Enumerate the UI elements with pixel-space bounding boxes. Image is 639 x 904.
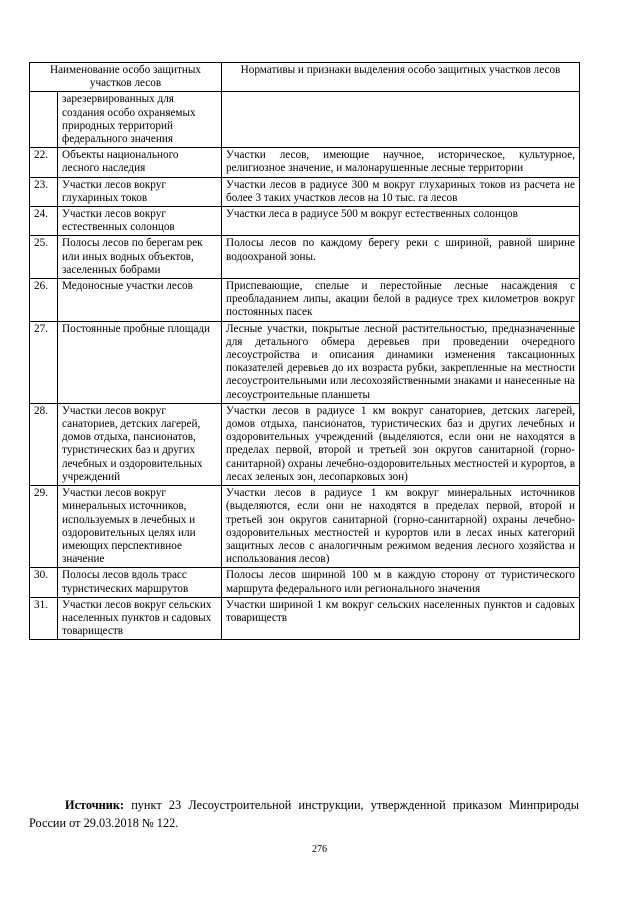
row-name: Участки лесов вокруг глухариных токов — [58, 177, 222, 206]
row-number: 31. — [30, 597, 58, 640]
header-norm-column: Нормативы и признаки выделения особо защитных участков лесов — [222, 63, 580, 92]
table-row — [30, 486, 580, 568]
source-label: Источник: — [65, 798, 125, 812]
table-row — [30, 177, 580, 206]
row-number: 23. — [30, 177, 58, 206]
page-number: 276 — [312, 844, 327, 855]
source-note — [29, 796, 579, 832]
table-row — [30, 207, 580, 236]
table-row — [30, 597, 580, 640]
row-norm: Участки шириной 1 км вокруг сельских населенных пунктов и садовых товариществ — [222, 597, 580, 640]
row-norm: Приспевающие, спелые и перестойные лесные насаждения с преобладанием липы, акации белой в радиусе трех километров вокруг постоянных пасек — [222, 279, 580, 322]
row-number: 24. — [30, 207, 58, 236]
row-number: 26. — [30, 279, 58, 322]
row-norm — [222, 92, 580, 148]
row-norm: Лесные участки, покрытые лесной растительностью, предназначенные для детального обмера деревьев при проведении очередного лесоустройства и описания динамики изменения таксационных показателей деревьев до их возраста рубки, закрепленные на местности лесоустроительными или лесохозяйственными знаками и нанесенные на лесоустроительные планшеты — [222, 321, 580, 403]
row-norm: Участки лесов в радиусе 300 м вокруг глухариных токов из расчета не более 3 таких участков лесов на 10 тыс. га лесов — [222, 177, 580, 206]
row-name: Участки лесов вокруг сельских населенных пунктов и садовых товариществ — [58, 597, 222, 640]
row-name: Объекты национального лесного наследия — [58, 148, 222, 177]
row-name: Медоносные участки лесов — [58, 279, 222, 322]
row-number: 30. — [30, 568, 58, 597]
row-name: Участки лесов вокруг минеральных источников, используемых в лечебных и оздоровительных целях или имеющих перспективное значение — [58, 486, 222, 568]
row-name: Полосы лесов вдоль трасс туристических маршрутов — [58, 568, 222, 597]
row-norm: Участки лесов в радиусе 1 км вокруг санаториев, детских лагерей, домов отдыха, пансионатов, туристических баз и других лечебных и оздоровительных учреждений (выделяются, если они не находятся в пределах первой, второй и третьей зон округов санитарной (горно-санитарной) охраны лечебно-оздоровительных местностей и курортов, в лесах зеленых зон, лесопарковых зон) — [222, 403, 580, 485]
row-number — [30, 92, 58, 148]
row-norm: Участки лесов в радиусе 1 км вокруг минеральных источников (выделяются, если они не находятся в пределах первой, второй и третьей зон округов санитарной (горно-санитарной) охраны лечебно-оздоровительных местностей и курортов или в лесах иных категорий защитных лесов с аналогичным режимом ведения лесного хозяйства и использования лесов) — [222, 486, 580, 568]
row-norm: Полосы лесов по каждому берегу реки с шириной, равной ширине водоохраной зоны. — [222, 236, 580, 279]
table-row — [30, 321, 580, 403]
protective-forest-table — [29, 62, 580, 640]
row-number: 22. — [30, 148, 58, 177]
table-header-row — [30, 63, 580, 92]
row-norm: Участки лесов, имеющие научное, историческое, культурное, религиозное значение, и малонарушенные лесные территории — [222, 148, 580, 177]
row-name: Постоянные пробные площади — [58, 321, 222, 403]
row-name: Полосы лесов по берегам рек или иных водных объектов, заселенных бобрами — [58, 236, 222, 279]
row-norm: Участки леса в радиусе 500 м вокруг естественных солонцов — [222, 207, 580, 236]
table-row — [30, 148, 580, 177]
row-number: 25. — [30, 236, 58, 279]
table-row — [30, 236, 580, 279]
table-row — [30, 568, 580, 597]
row-number: 28. — [30, 403, 58, 485]
row-name: зарезервированных для создания особо охраняемых природных территорий федерального значения — [58, 92, 222, 148]
table-row — [30, 403, 580, 485]
row-number: 29. — [30, 486, 58, 568]
source-text: пункт 23 Лесоустроительной инструкции, утвержденной приказом Минприроды России от 29.03.2018 № 122. — [29, 798, 579, 830]
header-name-column: Наименование особо защитных участков лесов — [30, 63, 222, 92]
table-row — [30, 279, 580, 322]
table-row — [30, 92, 580, 148]
row-number: 27. — [30, 321, 58, 403]
row-norm: Полосы лесов шириной 100 м в каждую сторону от туристического маршрута федерального или регионального значения — [222, 568, 580, 597]
row-name: Участки лесов вокруг санаториев, детских лагерей, домов отдыха, пансионатов, туристических баз и других лечебных и оздоровительных учреждений — [58, 403, 222, 485]
row-name: Участки лесов вокруг естественных солонцов — [58, 207, 222, 236]
